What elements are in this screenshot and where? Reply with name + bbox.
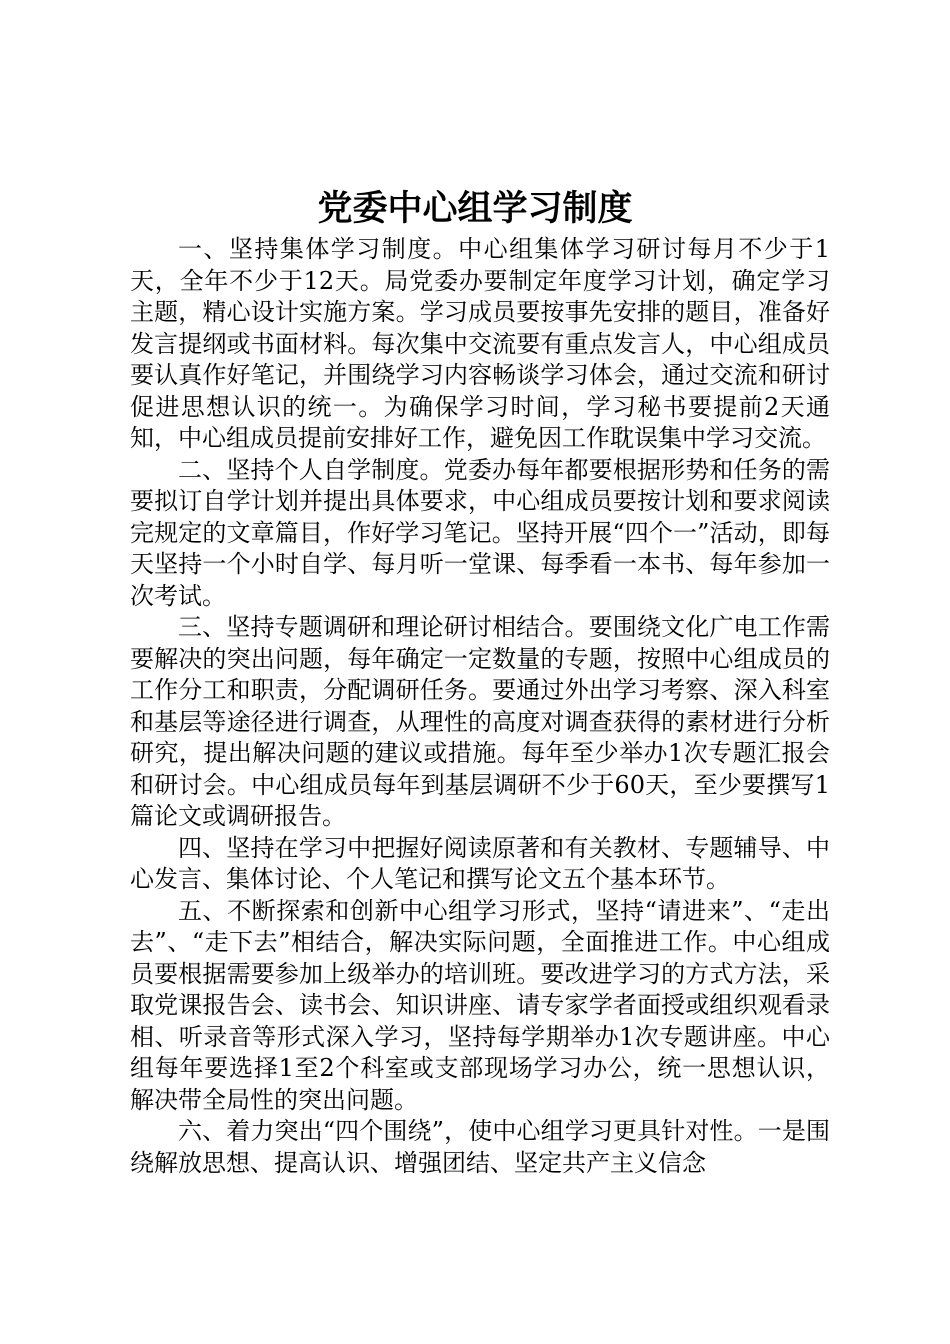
paragraph-3: 三、坚持专题调研和理论研讨相结合。要围绕文化广电工作需要解决的突出问题，每年确定一定数量的专题，按照中心组成员的工作分工和职责，分配调研任务。要通过外出学习考察、深入科室和基层等途径进行调查，从理性的高度对调查获得的素材进行分析研究，提出解决问题的建议或措施。每年至少举办1次专题汇报会和研讨会。中心组成员每年到基层调研不少于60天，至少要撰写1篇论文或调研报告。 <box>130 613 830 830</box>
document-title: 党委中心组学习制度 <box>317 188 633 229</box>
paragraph-6: 六、着力突出“四个围绕”，使中心组学习更具针对性。一是围绕解放思想、提高认识、增强团结、坚定共产主义信念 <box>130 1117 830 1177</box>
document-body <box>130 234 830 1179</box>
paragraph-2: 二、坚持个人自学制度。党委办每年都要根据形势和任务的需要拟订自学计划并提出具体要求，中心组成员要按计划和要求阅读完规定的文章篇目，作好学习笔记。坚持开展“四个一”活动，即每天坚持一个小时自学、每月听一堂课、每季看一本书、每年参加一次考试。 <box>130 455 830 610</box>
paragraph-4: 四、坚持在学习中把握好阅读原著和有关教材、专题辅导、中心发言、集体讨论、个人笔记和撰写论文五个基本环节。 <box>130 833 830 893</box>
paragraph-5: 五、不断探索和创新中心组学习形式，坚持“请进来”、“走出去”、“走下去”相结合，解决实际问题，全面推进工作。中心组成员要根据需要参加上级举办的培训班。要改进学习的方式方法，采取党课报告会、读书会、知识讲座、请专家学者面授或组织观看录相、听录音等形式深入学习，坚持每学期举办1次专题讲座。中心组每年要选择1至2个科室或支部现场学习办公，统一思想认识，解决带全局性的突出问题。 <box>130 896 830 1114</box>
paragraph-1: 一、坚持集体学习制度。中心组集体学习研讨每月不少于1天，全年不少于12天。局党委办要制定年度学习计划，确定学习主题，精心设计实施方案。学习成员要按事先安排的题目，准备好发言提纲或书面材料。每次集中交流要有重点发言人，中心组成员要认真作好笔记，并围绕学习内容畅谈学习体会，通过交流和研讨促进思想认识的统一。为确保学习时间，学习秘书要提前2天通知，中心组成员提前安排好工作，避免因工作耽误集中学习交流。 <box>130 235 830 452</box>
